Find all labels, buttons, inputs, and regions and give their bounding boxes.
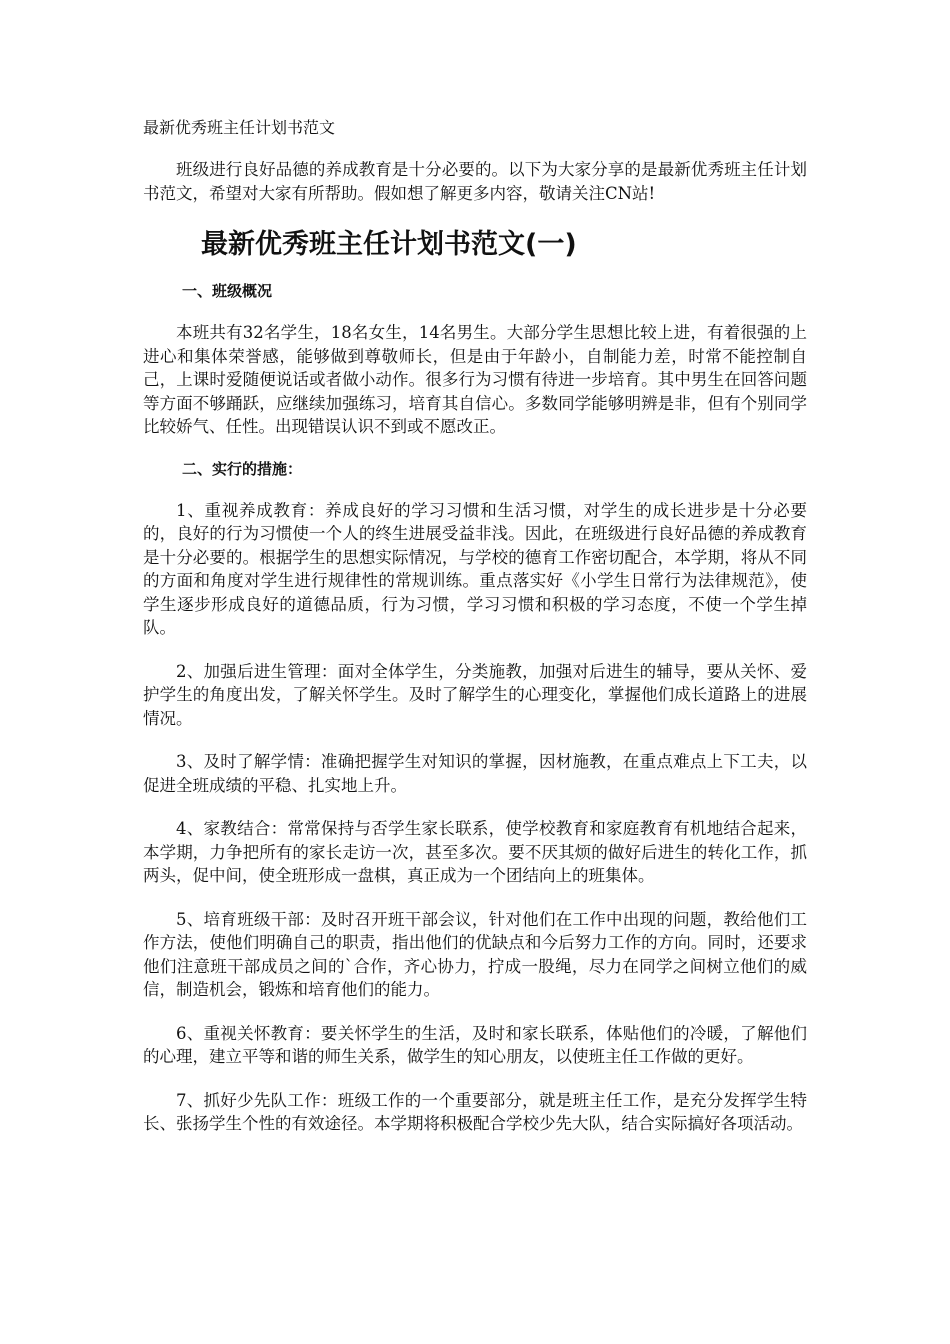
part1-heading: 一、班级概况 xyxy=(182,282,273,300)
measure-item-6: 6、重视关怀教育：要关怀学生的生活，及时和家长联系，体贴他们的冷暖，了解他们的心理，建立平等和谐的师生关系，做学生的知心朋友，以使班主任工作做的更好。 xyxy=(143,1023,807,1066)
section-heading: 最新优秀班主任计划书范文(一) xyxy=(201,229,577,260)
measure-item-1: 1、重视养成教育：养成良好的学习习惯和生活习惯，对学生的成长进步是十分必要的，良好的行为习惯使一个人的终生进展受益非浅。因此，在班级进行良好品德的养成教育是十分必要的。根据学生的思想实际情况，与学校的德育工作密切配合，本学期，将从不同的方面和角度对学生进行规律性的常规训练。重点落实好《小学生日常行为法律规范》，使学生逐步形成良好的道德品质，行为习惯，学习习惯和积极的学习态度，不使一个学生掉队。 xyxy=(143,500,807,637)
measure-item-3: 3、及时了解学情：准确把握学生对知识的掌握，因材施教，在重点难点上下工夫，以促进全班成绩的平稳、扎实地上升。 xyxy=(143,752,807,795)
measure-item-5: 5、培育班级干部：及时召开班干部会议，针对他们在工作中出现的问题，教给他们工作方法，使他们明确自己的职责，指出他们的优缺点和今后努力工作的方向。同时，还要求他们注意班干部成员之间的`合作，齐心协力，拧成一股绳，尽力在同学之间树立他们的威信，制造机会，锻炼和培育他们的能力。 xyxy=(143,909,807,999)
intro-paragraph: 班级进行良好品德的养成教育是十分必要的。以下为大家分享的是最新优秀班主任计划书范文，希望对大家有所帮助。假如想了解更多内容，敬请关注CN站! xyxy=(143,160,807,203)
measure-item-4: 4、家教结合：常常保持与否学生家长联系，使学校教育和家庭教育有机地结合起来，本学期，力争把所有的家长走访一次，甚至多次。要不厌其烦的做好后进生的转化工作，抓两头，促中间，使全班形成一盘棋，真正成为一个团结向上的班集体。 xyxy=(143,819,807,885)
part1-paragraph: 本班共有32名学生，18名女生，14名男生。大部分学生思想比较上进，有着很强的上进心和集体荣誉感，能够做到尊敬师长，但是由于年龄小，自制能力差，时常不能控制自己，上课时爱随便说话或者做小动作。很多行为习惯有待进一步培育。其中男生在回答问题等方面不够踊跃，应继续加强练习，培育其自信心。多数同学能够明辨是非，但有个别同学比较娇气、任性。出现错误认识不到或不愿改正。 xyxy=(143,323,807,436)
document-page xyxy=(143,118,807,1156)
measure-item-7: 7、抓好少先队工作：班级工作的一个重要部分，就是班主任工作，是充分发挥学生特长、张扬学生个性的有效途径。本学期将积极配合学校少先大队，结合实际搞好各项活动。 xyxy=(143,1090,807,1133)
measure-item-2: 2、加强后进生管理：面对全体学生，分类施教，加强对后进生的辅导，要从关怀、爱护学生的角度出发，了解关怀学生。及时了解学生的心理变化，掌握他们成长道路上的进展情况。 xyxy=(143,661,807,728)
document-title: 最新优秀班主任计划书范文 xyxy=(143,118,336,137)
part2-heading: 二、实行的措施： xyxy=(182,459,303,478)
